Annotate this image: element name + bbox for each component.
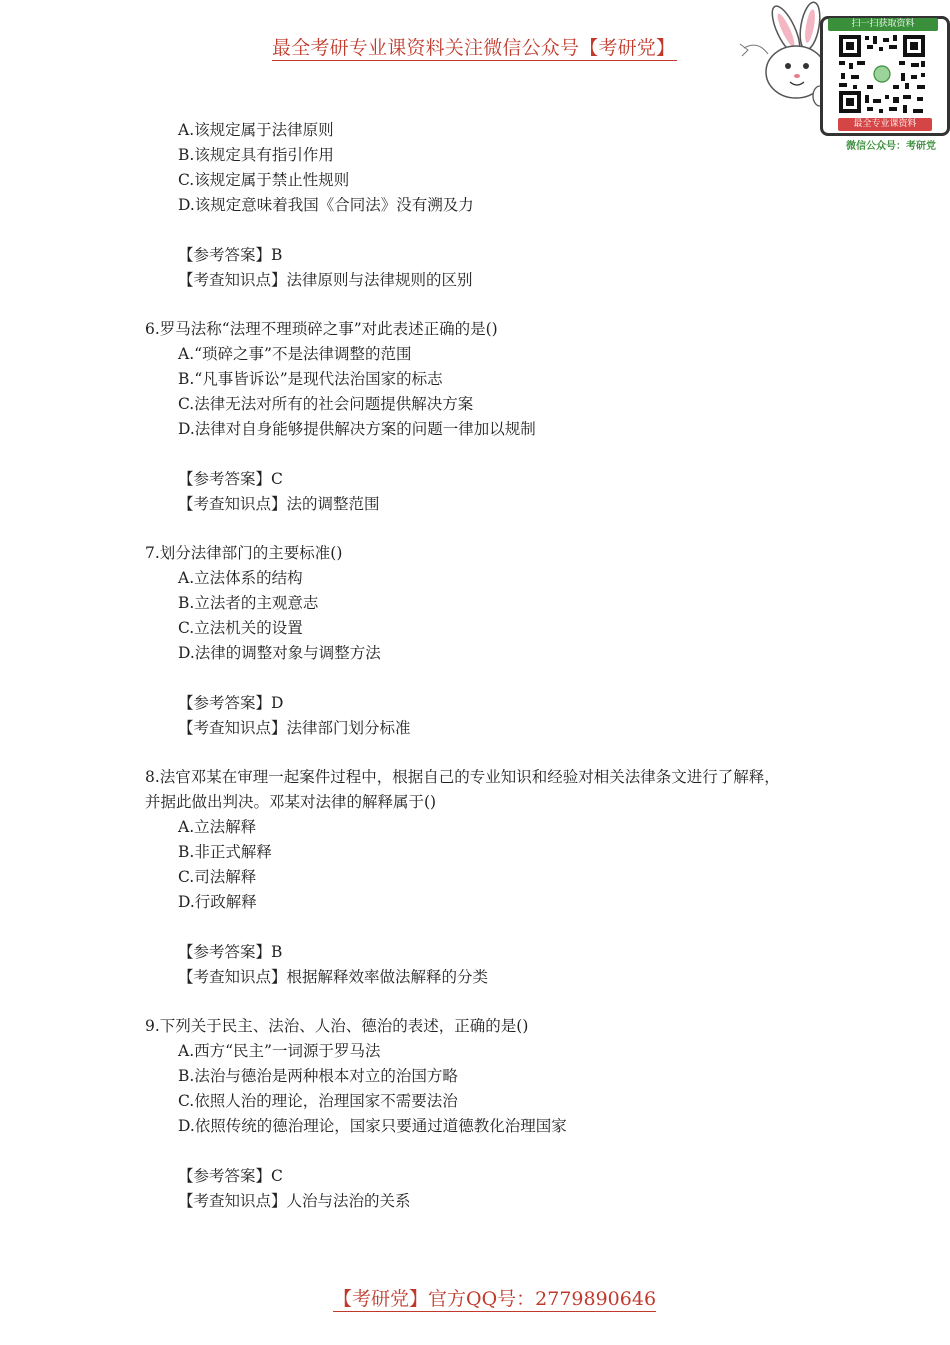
q6-option-d: D.法律对自身能够提供解决方案的问题一律加以规制 bbox=[178, 420, 536, 438]
q6-stem: 6.罗马法称“法理不理琐碎之事”对此表述正确的是() bbox=[145, 320, 498, 338]
q5-option-a: A.该规定属于法律原则 bbox=[178, 121, 334, 139]
q9-option-c: C.依照人治的理论，治理国家不需要法治 bbox=[178, 1092, 458, 1110]
qr-caption: 微信公众号：考研党 bbox=[846, 141, 936, 152]
q7-option-d: D.法律的调整对象与调整方法 bbox=[178, 644, 381, 662]
qr-top-label: 扫一扫获取资料 bbox=[828, 18, 938, 31]
q5-answer: 【参考答案】B bbox=[178, 246, 283, 264]
footer-link[interactable]: 【考研党】官方QQ号：2779890646 bbox=[333, 1288, 657, 1310]
q7-option-a: A.立法体系的结构 bbox=[178, 569, 303, 587]
q7-answer: 【参考答案】D bbox=[178, 694, 284, 712]
q5-knowledge: 【考查知识点】法律原则与法律规则的区别 bbox=[178, 271, 473, 289]
q9-answer: 【参考答案】C bbox=[178, 1167, 283, 1185]
q9-knowledge: 【考查知识点】人治与法治的关系 bbox=[178, 1192, 411, 1210]
q6-option-b: B.“凡事皆诉讼”是现代法治国家的标志 bbox=[178, 370, 443, 388]
q5-option-d: D.该规定意味着我国《合同法》没有溯及力 bbox=[178, 196, 474, 214]
q6-option-c: C.法律无法对所有的社会问题提供解决方案 bbox=[178, 395, 474, 413]
q9-option-b: B.法治与德治是两种根本对立的治国方略 bbox=[178, 1067, 458, 1085]
q8-stem-line2: 并据此做出判决。邓某对法律的解释属于() bbox=[145, 793, 437, 811]
q7-option-c: C.立法机关的设置 bbox=[178, 619, 303, 637]
q8-option-a: A.立法解释 bbox=[178, 818, 257, 836]
q8-knowledge: 【考查知识点】根据解释效率做法解释的分类 bbox=[178, 968, 489, 986]
qr-code-icon[interactable] bbox=[837, 33, 927, 115]
q5-option-c: C.该规定属于禁止性规则 bbox=[178, 171, 350, 189]
header-link[interactable]: 最全考研专业课资料关注微信公众号【考研党】 bbox=[272, 37, 676, 59]
q6-knowledge: 【考查知识点】法的调整范围 bbox=[178, 495, 380, 513]
q8-option-b: B.非正式解释 bbox=[178, 843, 272, 861]
q8-option-c: C.司法解释 bbox=[178, 868, 257, 886]
q8-stem-line1: 8.法官邓某在审理一起案件过程中，根据自己的专业知识和经验对相关法律条文进行了解释， bbox=[145, 768, 780, 786]
q9-option-d: D.依照传统的德治理论，国家只要通过道德教化治理国家 bbox=[178, 1117, 567, 1135]
qr-badge bbox=[738, 0, 950, 160]
q9-option-a: A.西方“民主”一词源于罗马法 bbox=[178, 1042, 381, 1060]
q9-stem: 9.下列关于民主、法治、人治、德治的表述，正确的是() bbox=[145, 1017, 529, 1035]
q8-option-d: D.行政解释 bbox=[178, 893, 257, 911]
q7-option-b: B.立法者的主观意志 bbox=[178, 594, 319, 612]
q7-knowledge: 【考查知识点】法律部门划分标准 bbox=[178, 719, 411, 737]
q5-option-b: B.该规定具有指引作用 bbox=[178, 146, 334, 164]
q8-answer: 【参考答案】B bbox=[178, 943, 283, 961]
q7-stem: 7.划分法律部门的主要标准() bbox=[145, 544, 343, 562]
qr-bottom-label: 最全专业课资料 bbox=[838, 118, 932, 131]
q6-option-a: A.“琐碎之事”不是法律调整的范围 bbox=[178, 345, 412, 363]
q6-answer: 【参考答案】C bbox=[178, 470, 283, 488]
